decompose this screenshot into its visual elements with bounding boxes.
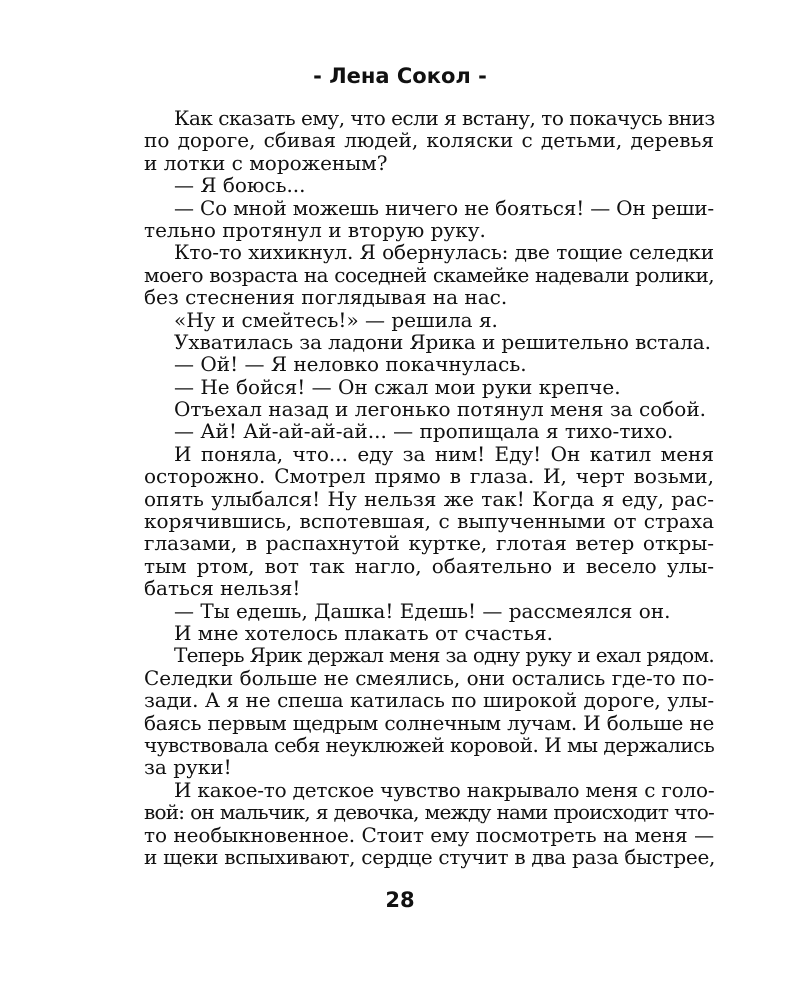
text-line: тельно протянул и вторую руку. [144, 217, 486, 242]
text-line: И мне хотелось плакать от счастья. [174, 620, 553, 645]
text-line: — Я боюсь... [174, 173, 306, 198]
text-line: зади. А я не спеша катилась по широкой дороге, улы- [144, 688, 714, 713]
running-header: - Лена Сокол - [313, 64, 487, 88]
text-line: Отъехал назад и легонько потянул меня за собой. [174, 397, 707, 422]
text-line: по дороге, сбивая людей, коляски с детьми, деревья [144, 128, 714, 153]
text-line: И поняла, что... еду за ним! Еду! Он катил меня [174, 441, 714, 466]
text-line: Кто-то хихикнул. Я обернулась: две тощие селедки [174, 240, 714, 265]
text-line: Теперь Ярик держал меня за одну руку и ехал рядом. [174, 643, 714, 668]
text-line: — Не бойся! — Он сжал мои руки крепче. [174, 374, 621, 399]
text-line: Ухватилась за ладони Ярика и решительно встала. [174, 329, 711, 354]
text-line: корячившись, вспотевшая, с выпученными от страха [144, 509, 714, 534]
text-line: то необыкновенное. Стоит ему посмотреть на меня — [144, 822, 714, 847]
text-line: Селедки больше не смеялись, они остались где-то по- [144, 665, 714, 690]
text-line: и лотки с мороженым? [144, 150, 388, 175]
text-line: Как сказать ему, что если я встану, то покачусь вниз [174, 106, 715, 130]
text-line: баться нельзя! [144, 576, 301, 601]
text-line: и щеки вспыхивают, сердце стучит в два раза быстрее, [144, 844, 716, 869]
text-line: моего возраста на соседней скамейке надевали ролики, [144, 262, 714, 287]
text-line: опять улыбался! Ну нельзя же так! Когда я еду, рас- [144, 486, 714, 511]
text-line: чувствовала себя неуклюжей коровой. И мы держались [144, 732, 715, 757]
text-line: — Ты едешь, Дашка! Едешь! — рассмеялся он. [174, 598, 671, 623]
text-line: глазами, в распахнутой куртке, глотая ветер откры- [144, 531, 714, 556]
text-line: — Ой! — Я неловко покачнулась. [174, 352, 527, 377]
text-line: баясь первым щедрым солнечным лучам. И больше не [144, 710, 714, 735]
text-line: за руки! [144, 755, 232, 780]
text-line: «Ну и смейтесь!» — решила я. [174, 307, 498, 332]
text-line: осторожно. Смотрел прямо в глаза. И, черт возьми, [144, 464, 714, 489]
text-line: — Со мной можешь ничего не бояться! — Он реши- [174, 195, 714, 220]
text-line: вой: он мальчик, я девочка, между нами происходит что- [144, 800, 714, 825]
body-text [144, 107, 714, 868]
text-line: без стеснения поглядывая на нас. [144, 285, 508, 310]
text-line: тым ртом, вот так нагло, обаятельно и весело улы- [144, 553, 714, 578]
text-line: — Ай! Ай-ай-ай-ай... — пропищала я тихо-тихо. [174, 419, 674, 444]
text-line: И какое-то детское чувство накрывало меня с голо- [174, 777, 715, 802]
page-number: 28 [385, 888, 415, 912]
